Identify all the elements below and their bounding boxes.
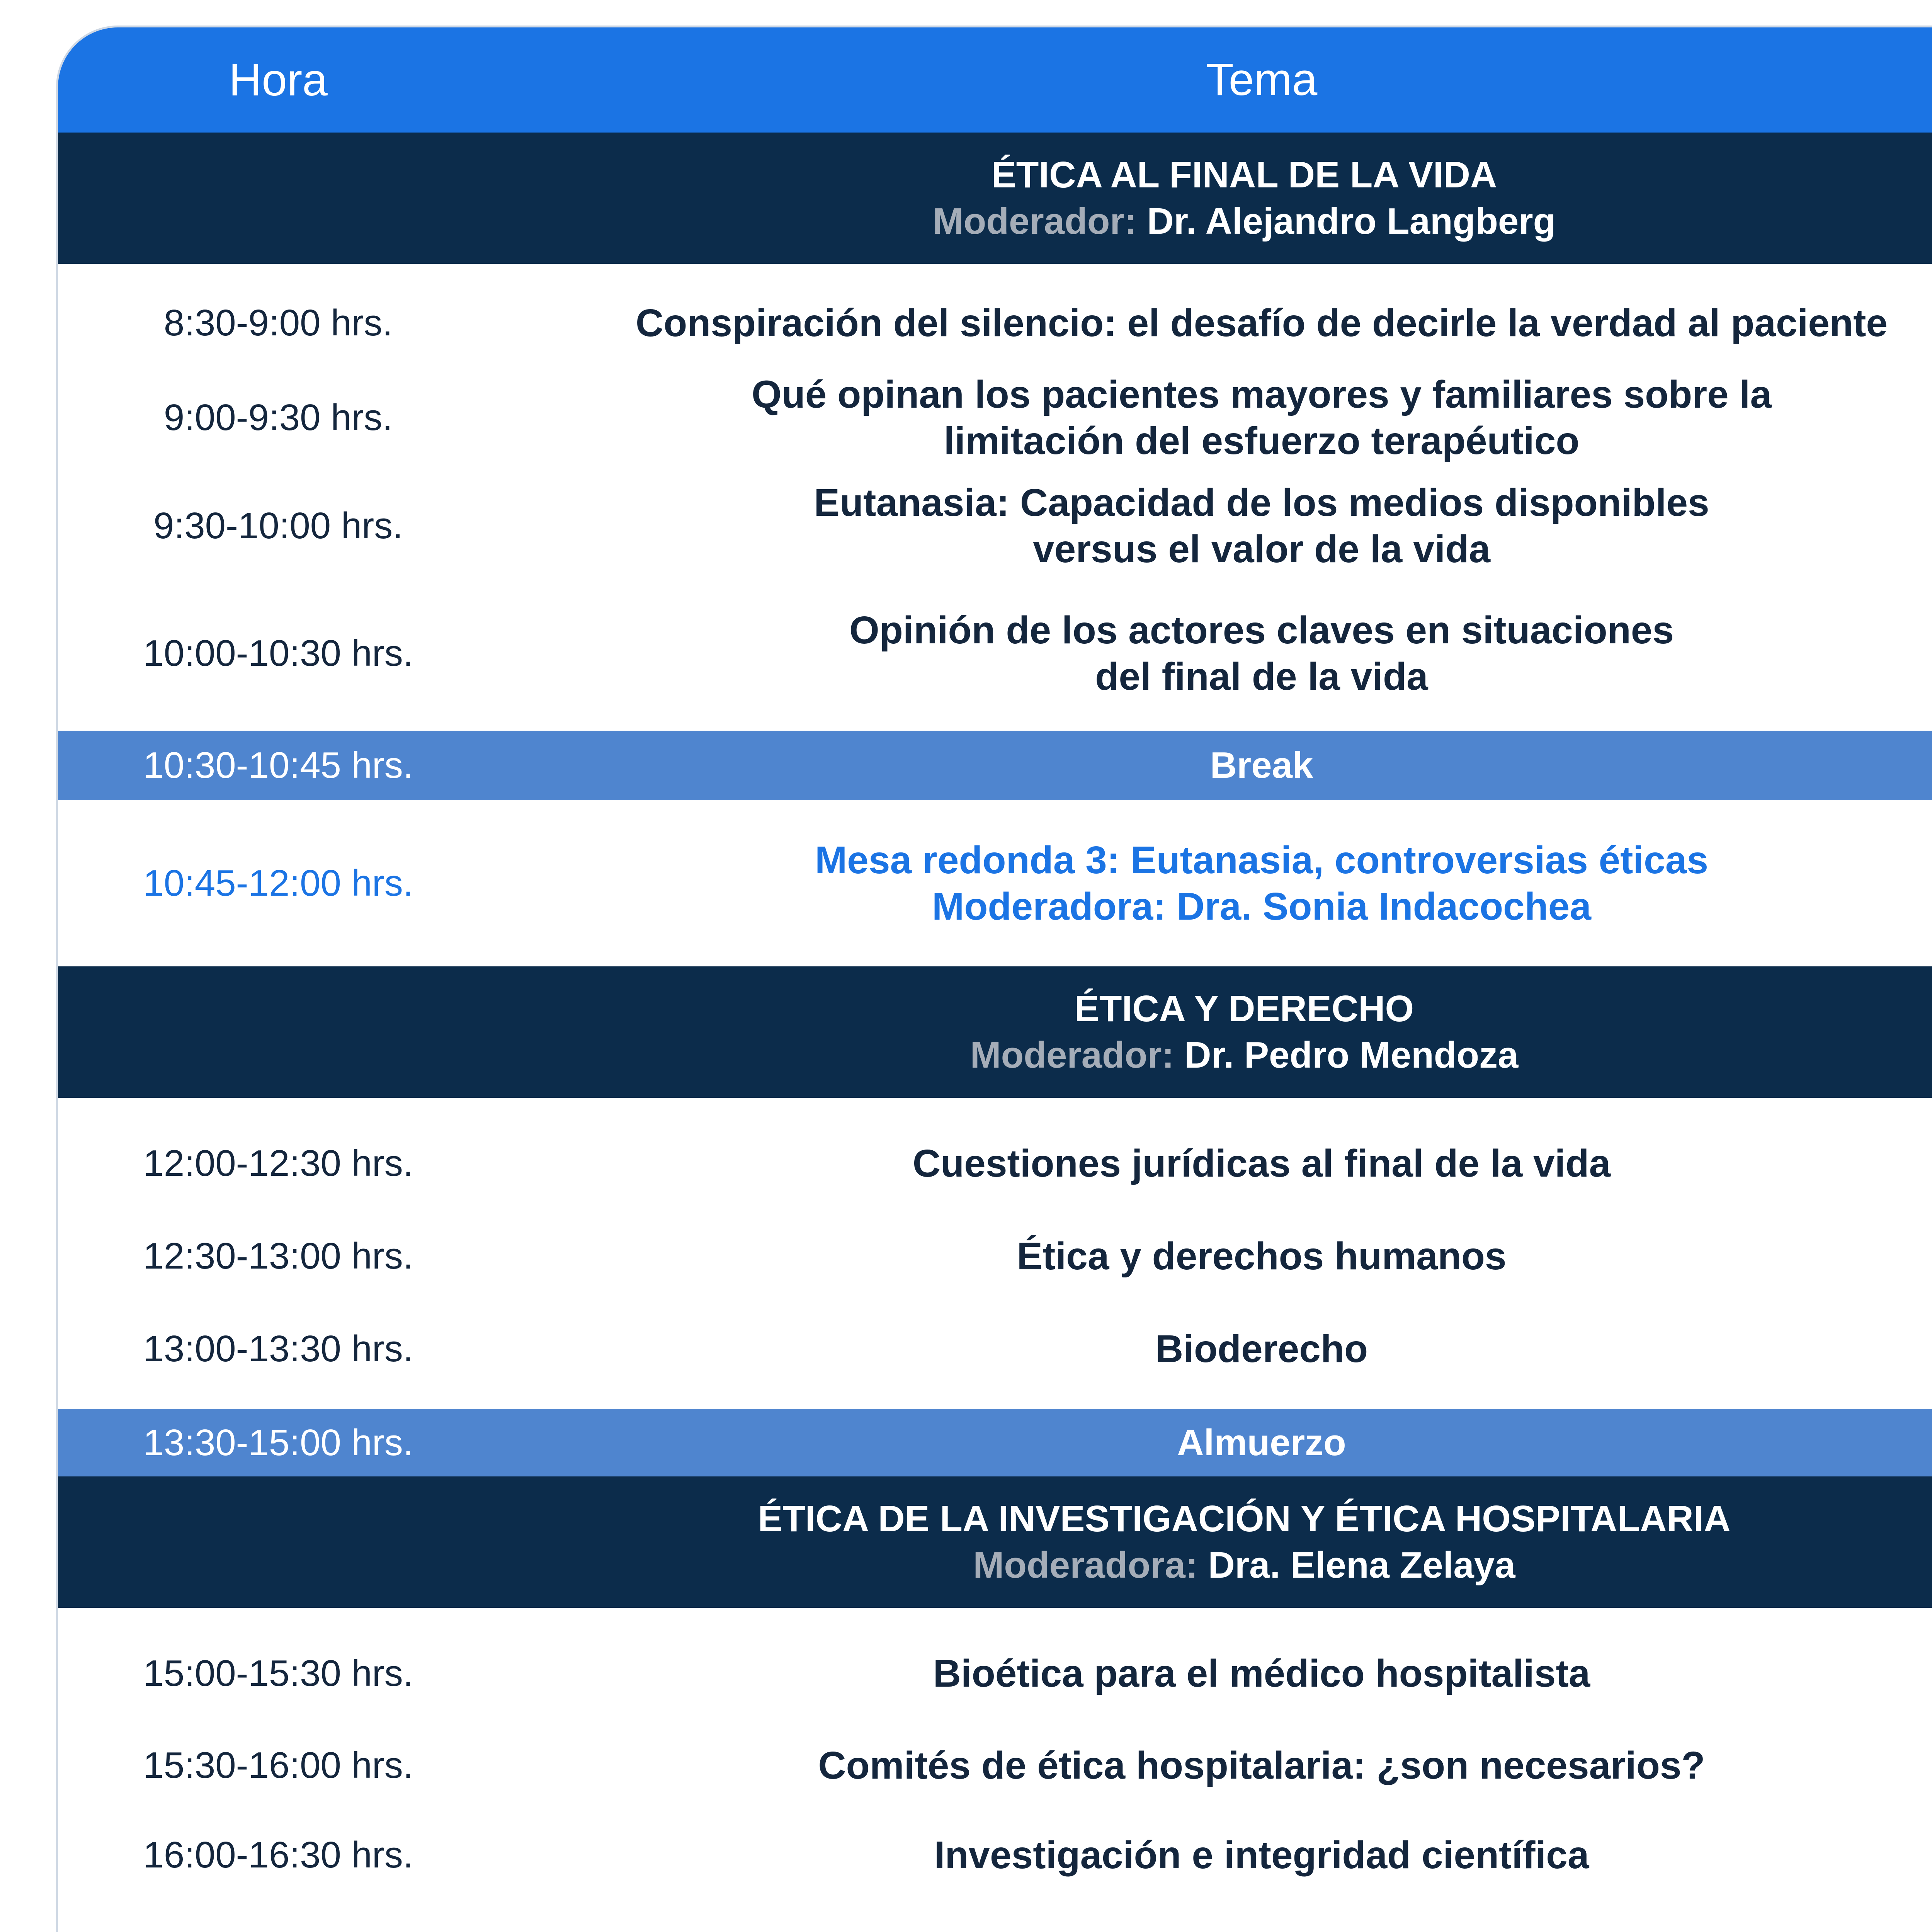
- row-topic: Conspiración del silencio: el desafío de decirle la verdad al paciente: [636, 301, 1888, 345]
- row-topic: Bioética para el médico hospitalista: [933, 1652, 1590, 1695]
- table-row: [58, 584, 1932, 723]
- moderator-name: Dr. Alejandro Langberg: [1147, 201, 1556, 242]
- section-moderator: [970, 1032, 1519, 1078]
- row-topic: Comités de ética hospitalaria: ¿son necesarios?: [818, 1743, 1705, 1787]
- moderator-label: Moderadora:: [973, 1544, 1198, 1586]
- row-topic: Mesa redonda 3: Eutanasia, controversias éticas Moderadora: Dra. Sonia Indacochea: [815, 838, 1709, 928]
- table-row: [58, 1210, 1932, 1303]
- break-label: Almuerzo: [1177, 1422, 1346, 1463]
- column-header-topic: Tema: [1206, 54, 1318, 105]
- row-topic: Eutanasia: Capacidad de los medios disponibles versus el valor de la vida: [814, 481, 1709, 571]
- table-row: [58, 1117, 1932, 1210]
- moderator-label: Moderador:: [970, 1034, 1174, 1076]
- row-time: [58, 1900, 498, 1932]
- table-row: [58, 1627, 1932, 1720]
- row-time: 9:00-9:30 hrs.: [163, 397, 393, 438]
- section-title: ÉTICA Y DERECHO: [1074, 988, 1414, 1029]
- table-row: [58, 1303, 1932, 1395]
- section-moderator: [973, 1542, 1515, 1588]
- row-topic: Qué opinan los pacientes mayores y familiares sobre la limitación del esfuerzo terapéutico: [752, 373, 1772, 463]
- row-time: 15:30-16:00 hrs.: [143, 1744, 413, 1786]
- row-topic: Ética y derechos humanos: [1017, 1235, 1507, 1278]
- row-time: 8:30-9:00 hrs.: [163, 302, 393, 344]
- row-time: 9:30-10:00 hrs.: [153, 505, 403, 546]
- table-row: [58, 1811, 1932, 1900]
- break-row: [58, 731, 1932, 800]
- section-header: [58, 1476, 1932, 1608]
- row-time: 15:00-15:30 hrs.: [143, 1653, 413, 1694]
- moderator-label: Moderador:: [932, 201, 1137, 242]
- break-label: Break: [1210, 745, 1313, 786]
- row-time: 10:00-10:30 hrs.: [143, 633, 413, 674]
- row-time: 13:00-13:30 hrs.: [143, 1328, 413, 1369]
- row-topic: Investigación e integridad científica: [934, 1833, 1589, 1877]
- moderator-name: Dra. Elena Zelaya: [1208, 1544, 1515, 1586]
- moderator-name: Dr. Pedro Mendoza: [1184, 1034, 1519, 1076]
- column-header-time: Hora: [229, 54, 328, 105]
- section-header: [58, 133, 1932, 264]
- row-time: 10:30-10:45 hrs.: [143, 745, 413, 786]
- table-row: [58, 468, 1932, 584]
- row-topic: Cuestiones jurídicas al final de la vida: [912, 1142, 1611, 1185]
- row-time: 10:45-12:00 hrs.: [143, 862, 413, 904]
- section-title: ÉTICA DE LA INVESTIGACIÓN Y ÉTICA HOSPITALARIA: [758, 1498, 1731, 1539]
- row-time: 12:30-13:00 hrs.: [143, 1235, 413, 1277]
- table-row: [58, 367, 1932, 468]
- break-row: [58, 1409, 1932, 1476]
- section-moderator: [933, 198, 1556, 245]
- program-table: [56, 26, 1932, 1932]
- row-time: 16:00-16:30 hrs.: [143, 1834, 413, 1876]
- row-topic: [498, 1900, 1932, 1932]
- table-row: [58, 1720, 1932, 1811]
- row-time: 13:30-15:00 hrs.: [143, 1422, 413, 1463]
- panel-row: [58, 800, 1932, 966]
- table-row: [58, 279, 1932, 367]
- row-time: 12:00-12:30 hrs.: [143, 1143, 413, 1184]
- section-title: ÉTICA AL FINAL DE LA VIDA: [991, 154, 1497, 196]
- row-topic: Opinión de los actores claves en situaciones del final de la vida: [849, 609, 1674, 698]
- table-header: [58, 27, 1932, 133]
- section-header: [58, 966, 1932, 1098]
- row-topic: Bioderecho: [1155, 1327, 1368, 1371]
- panel-row: [58, 1900, 1932, 1932]
